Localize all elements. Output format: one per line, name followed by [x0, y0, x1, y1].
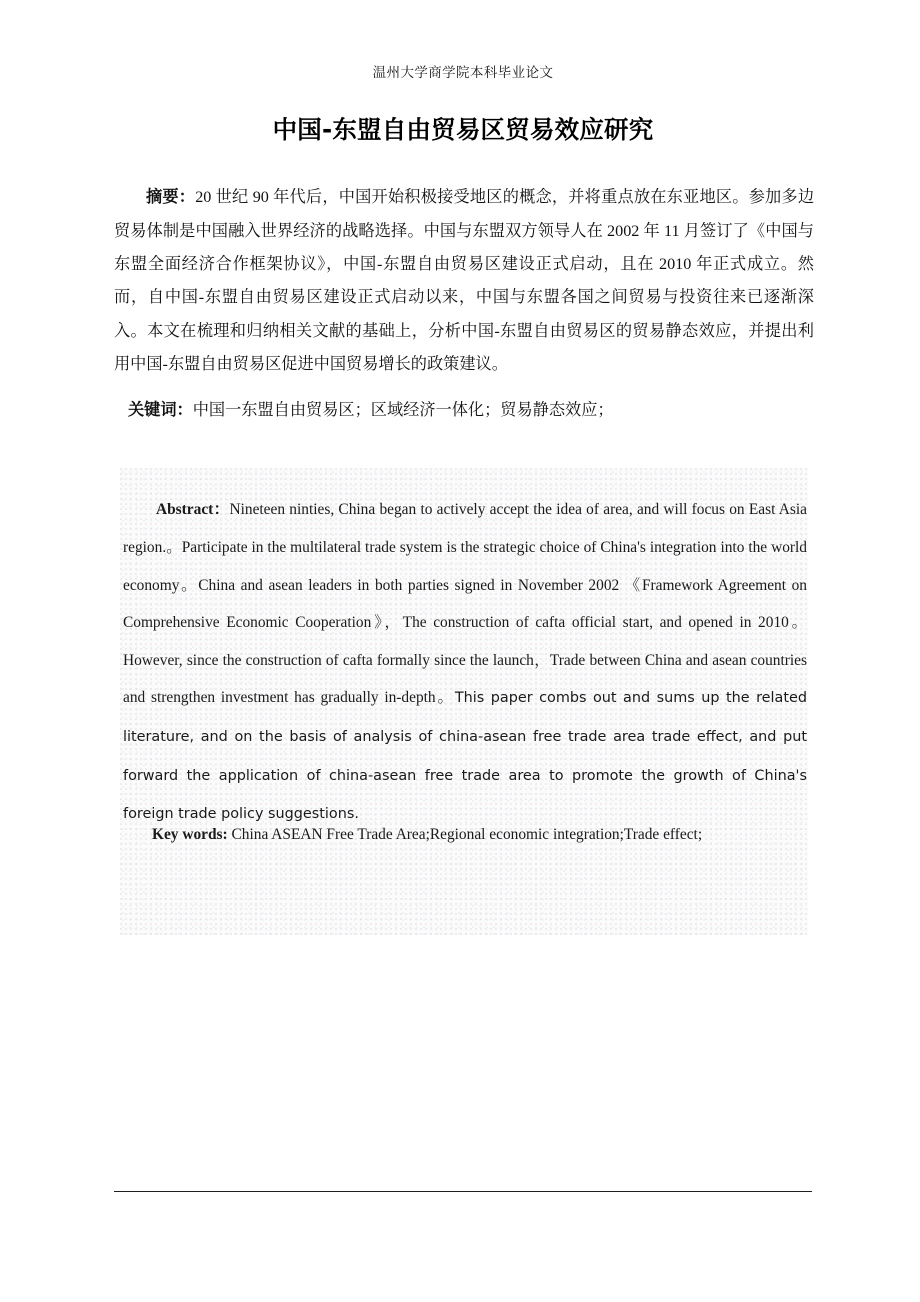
english-abstract-body-serif: Nineteen ninties, China began to actively accept the idea of area, and will focus on East Asia region.。Participate in the multilateral trade system is the strategic choice of China's integration into the world economy。China and asean leaders in both parties signed in November 2002 《Framework Agreement on Comprehensive Economic Cooperation》，The construction of cafta official start, and opened in 2010。However, since the construction of cafta formally since the launch，Trade between China and asean countries and strengthen investment has gradually in-depth。 — [123, 501, 807, 707]
english-abstract-label: Abstract： — [156, 501, 230, 519]
running-header: 温州大学商学院本科毕业论文 — [372, 65, 554, 80]
english-keywords-label: Key words: — [152, 826, 228, 844]
chinese-keywords-paragraph — [128, 396, 818, 424]
chinese-abstract-label: 摘要： — [146, 187, 196, 207]
chinese-keywords-label: 关键词： — [128, 400, 193, 420]
english-keywords-body: China ASEAN Free Trade Area;Regional economic integration;Trade effect; — [227, 826, 703, 844]
chinese-keywords-body: 中国一东盟自由贸易区；区域经济一体化；贸易静态效应； — [192, 401, 614, 420]
footer-divider — [114, 1191, 812, 1192]
english-abstract-body-sans: This paper combs out and sums up the related literature, and on the basis of analysis of china-asean free trade area trade effect, and put forward the application of china-asean free trade area to promote the growth of China's foreign trade policy suggestions. — [123, 690, 807, 823]
chinese-abstract-paragraph — [114, 180, 814, 381]
english-abstract-paragraph — [123, 491, 807, 833]
chinese-abstract-body: 20 世纪 90 年代后，中国开始积极接受地区的概念，并将重点放在东亚地区。参加多边贸易体制是中国融入世界经济的战略选择。中国与东盟双方领导人在 2002 年 11 月签订了《中国与东盟全面经济合作框架协议》，中国-东盟自由贸易区建设正式启动，且在 2010 年正式成立。然而，自中国-东盟自由贸易区建设正式启动以来，中国与东盟各国之间贸易与投资往来已逐渐深入。本文在梳理和归纳相关文献的基础上，分析中国-东盟自由贸易区的贸易静态效应，并提出利用中国-东盟自由贸易区促进中国贸易增长的政策建议。 — [114, 188, 815, 374]
page-title: 中国-东盟自由贸易区贸易效应研究 — [272, 115, 654, 145]
english-keywords-paragraph — [123, 821, 807, 849]
